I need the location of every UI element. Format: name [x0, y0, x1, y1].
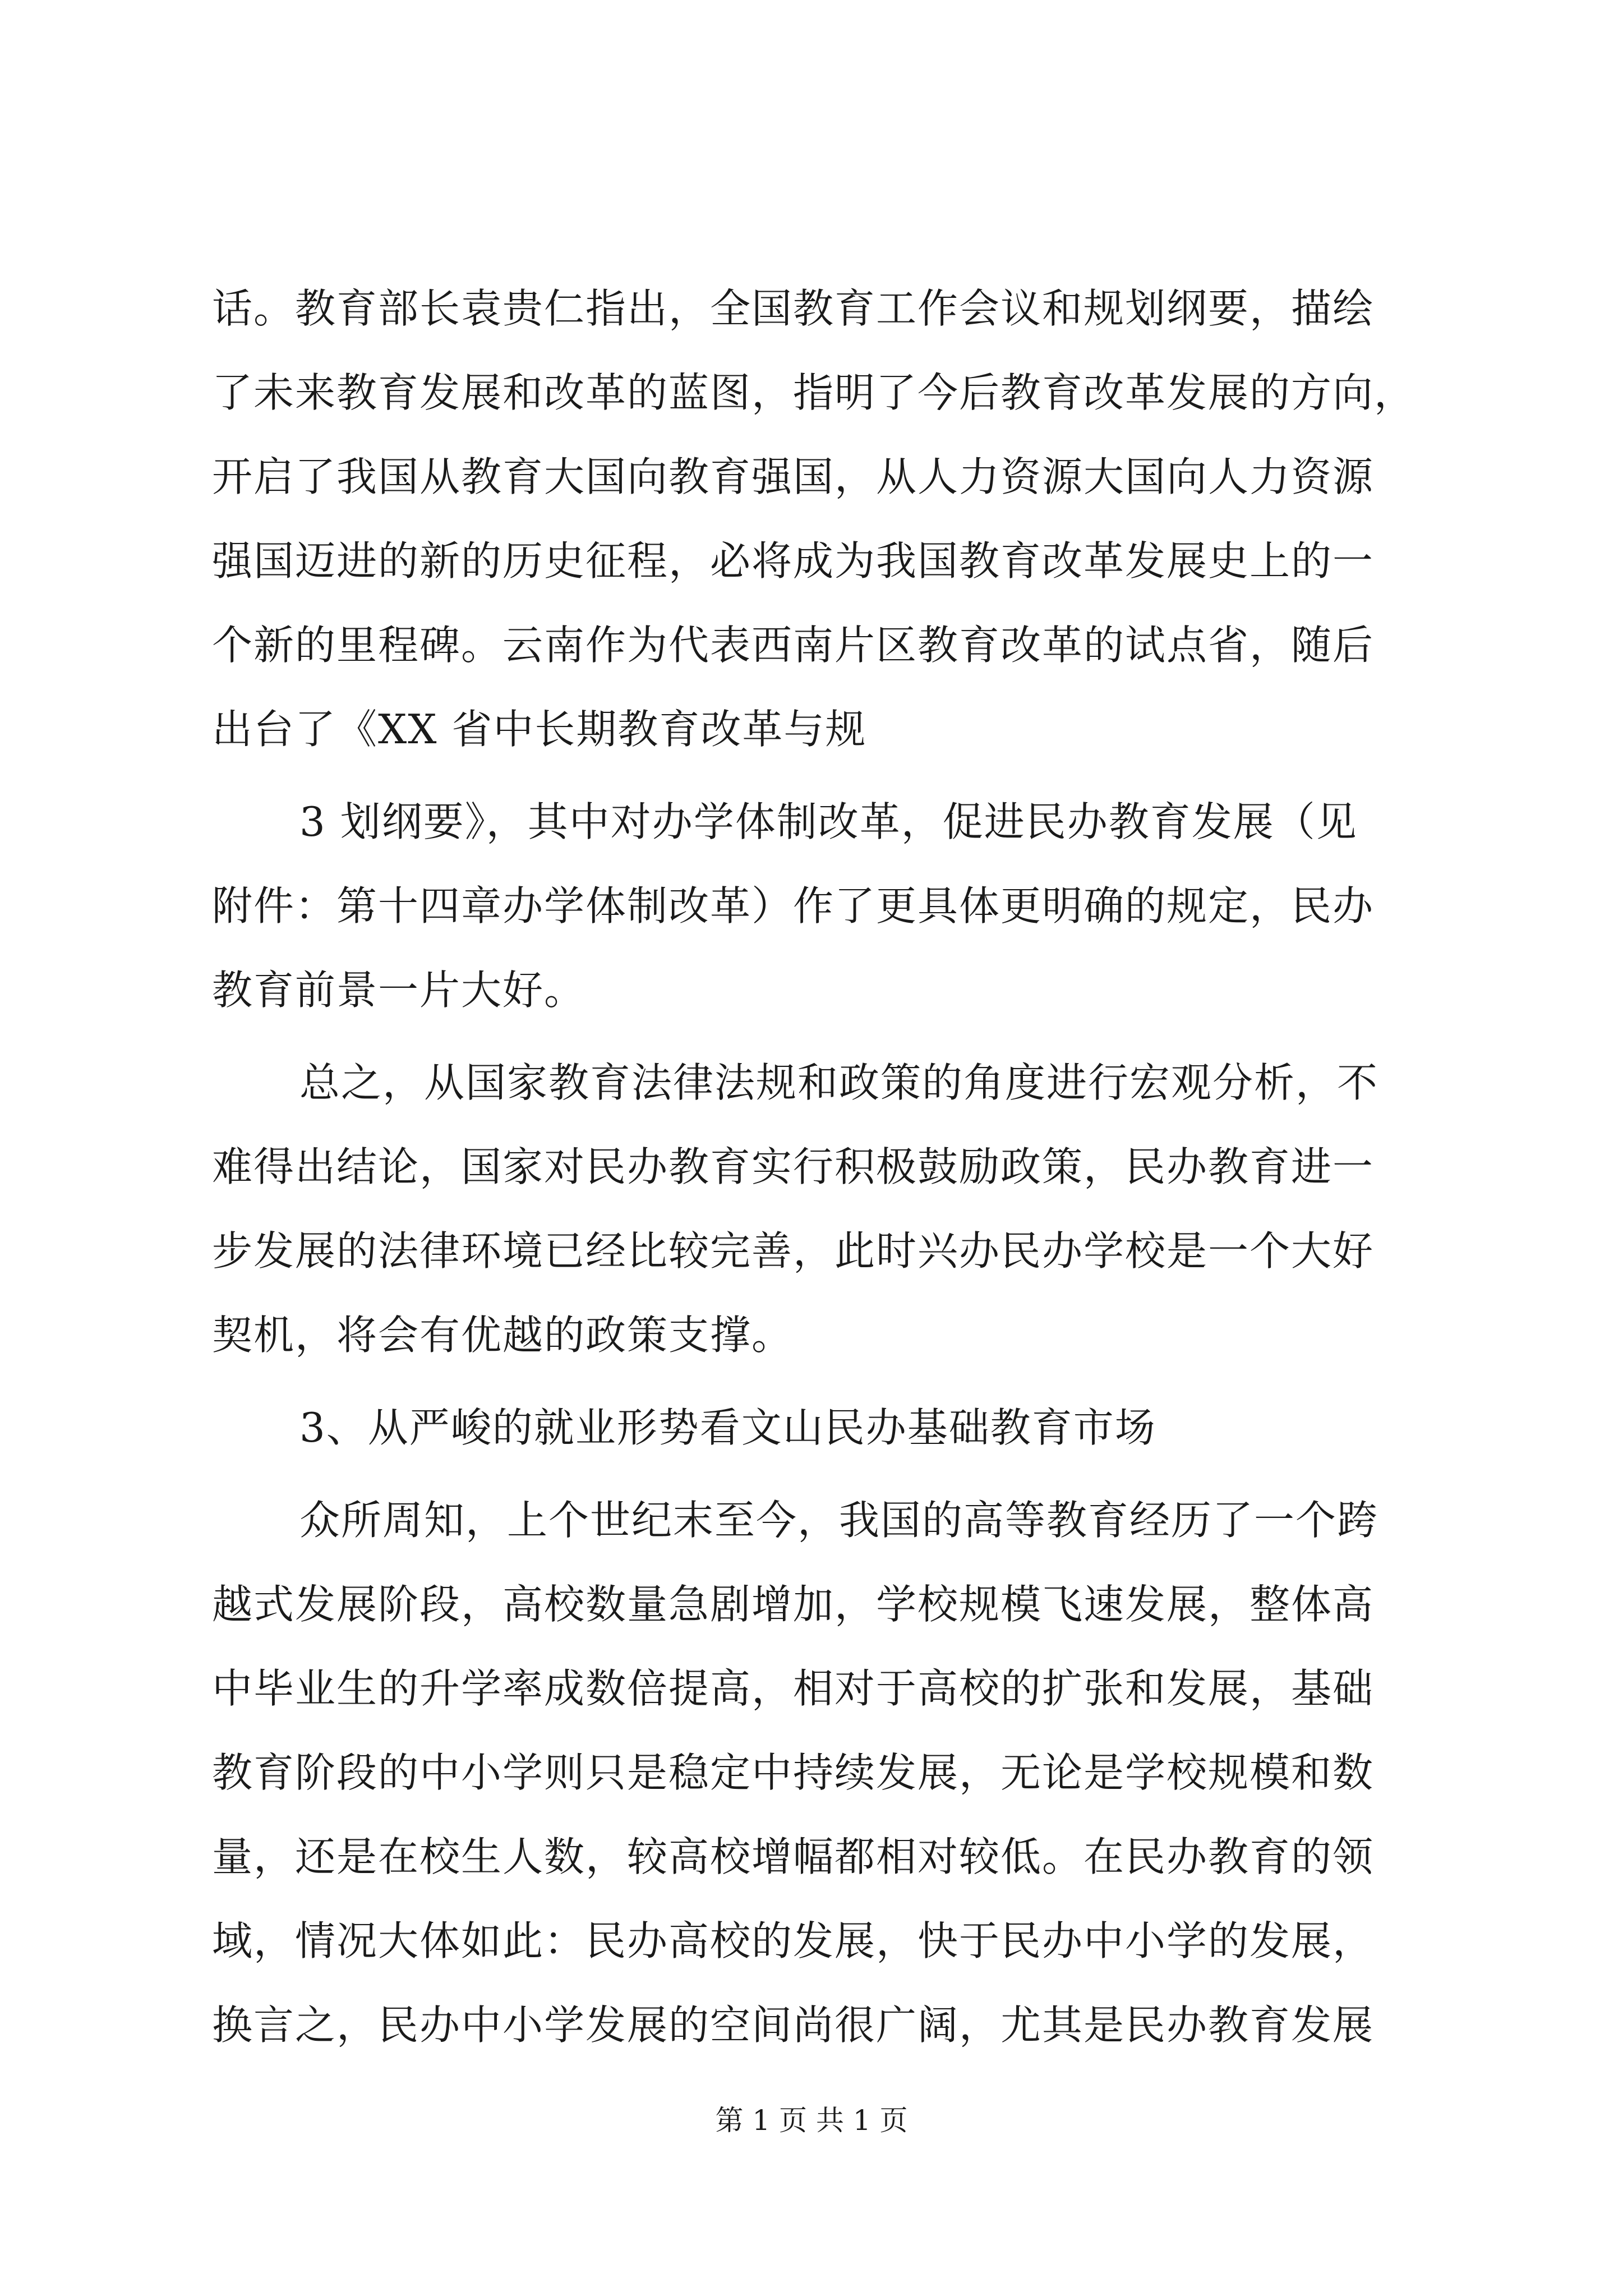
- text-line: 话。教育部长袁贵仁指出，全国教育工作会议和规划纲要，描绘: [212, 285, 1375, 332]
- text-line: 了未来教育发展和改革的蓝图，指明了今后教育改革发展的方向，: [212, 369, 1416, 416]
- text-line: 步发展的法律环境已经比较完善，此时兴办民办学校是一个大好: [212, 1227, 1375, 1274]
- paragraph-first-line: 3 划纲要》，其中对办学体制改革，促进民办教育发展（见: [299, 798, 1358, 845]
- paragraph-first-line: 总之，从国家教育法律法规和政策的角度进行宏观分析，不: [299, 1059, 1379, 1106]
- section-heading: 3、从严峻的就业形势看文山民办基础教育市场: [299, 1404, 1156, 1451]
- text-line: 契机，将会有优越的政策支撑。: [212, 1312, 794, 1359]
- text-line: 难得出结论，国家对民办教育实行积极鼓励政策，民办教育进一: [212, 1143, 1375, 1190]
- text-line: 附件：第十四章办学体制改革）作了更具体更明确的规定，民办: [212, 882, 1375, 930]
- text-line: 越式发展阶段，高校数量急剧增加，学校规模飞速发展，整体高: [212, 1581, 1375, 1628]
- text-line: 域，情况大体如此：民办高校的发展，快于民办中小学的发展，: [212, 1917, 1375, 1964]
- text-line: 强国迈进的新的历史征程，必将成为我国教育改革发展史上的一: [212, 537, 1375, 585]
- text-line: 量，还是在校生人数，较高校增幅都相对较低。在民办教育的领: [212, 1833, 1375, 1880]
- text-line: 个新的里程碑。云南作为代表西南片区教育改革的试点省，随后: [212, 622, 1375, 669]
- text-line: 出台了《XX 省中长期教育改革与规: [212, 706, 867, 753]
- text-line: 中毕业生的升学率成数倍提高，相对于高校的扩张和发展，基础: [212, 1665, 1375, 1712]
- page-number-footer: 第 1 页 共 1 页: [715, 2104, 908, 2137]
- text-line: 开启了我国从教育大国向教育强国，从人力资源大国向人力资源: [212, 453, 1375, 500]
- text-line: 教育阶段的中小学则只是稳定中持续发展，无论是学校规模和数: [212, 1749, 1375, 1796]
- text-line: 换言之，民办中小学发展的空间尚很广阔，尤其是民办教育发展: [212, 2001, 1375, 2049]
- paragraph-first-line: 众所周知，上个世纪末至今，我国的高等教育经历了一个跨: [299, 1497, 1379, 1544]
- text-line: 教育前景一片大好。: [212, 967, 586, 1014]
